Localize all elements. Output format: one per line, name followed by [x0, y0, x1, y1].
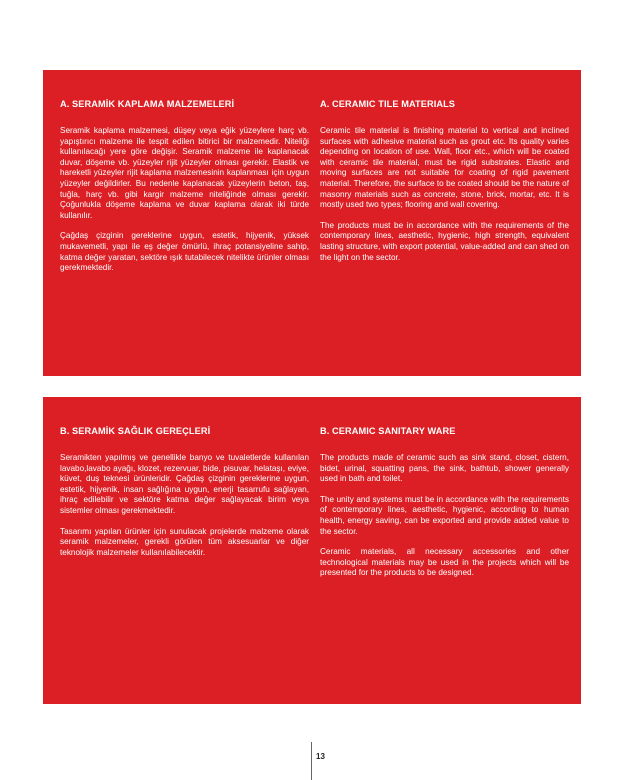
paragraph: Ceramic materials, all necessary accessories and other technological materials may be used in the projects which will be presented for the products to be designed.	[320, 547, 569, 578]
turkish-column	[60, 98, 309, 284]
page-divider	[311, 742, 312, 780]
paragraph: The unity and systems must be in accordance with the requirements of contemporary lines, aesthetic, hygienic, according to human health, energy saving, can be exported and provide added value to the sector.	[320, 494, 569, 536]
section-panel-ceramic-tile	[43, 70, 581, 376]
paragraph: Seramikten yapılmış ve genellikle banyo ve tuvaletlerde kullanılan lavabo,lavabo ayağı, klozet, rezervuar, bide, pisuvar, helataşı, eviye, küvet, duş teknesi ürünleridir. Çağdaş çizginin gereklerine uygun, estetik, hijyenik, insan sağlığına uygun, enerji tasarrufu sağlayan, ihraç edilebilir ve sektöre katma değer sağlayacak birim veya sistemler olması gerekmektedir.	[60, 453, 309, 515]
section-heading: A. SERAMİK KAPLAMA MALZEMELERİ	[60, 99, 235, 109]
page-number: 13	[316, 752, 325, 761]
section-heading: B. CERAMIC SANITARY WARE	[320, 426, 456, 436]
section-heading: A. CERAMIC TILE MATERIALS	[320, 99, 456, 109]
english-column	[320, 98, 569, 273]
paragraph: Seramik kaplama malzemesi, düşey veya eğik yüzeylere harç vb. yapıştırıcı malzeme ile tespit edilen bitirici bir malzemedir. Niteliği kullanılacağı yere göre değişir. Seramik malzeme ile kaplanacak duvar, döşeme vb. yüzeyler rijit yüzeyler olması gerekir. Elastik ve hareketli yüzeyler rijit kaplama malzemesinin kaplanması için uygun yüzeyler değildirler. Bu nedenle kaplanacak yüzeylerin beton, taş, tuğla, harç vb. gibi kargir malzeme niteliğinde olması gerekir. Çoğunlukla döşeme kaplama ve duvar kaplama olarak iki türde kullanılır.	[60, 126, 309, 220]
paragraph: Ceramic tile material is finishing material to vertical and inclined surfaces with adhesive material such as grout etc. Its quality varies depending on location of use. Wall, floor etc., which will be coated with ceramic tile material, must be rigid substrates. Elastic and moving surfaces are not suitable for coating of rigid pavement material. Therefore, the surface to be coated should be the nature of masonry materials such as concrete, stone, brick, mortar, etc. It is mostly used two types; flooring and wall covering.	[320, 126, 569, 210]
paragraph: Tasarımı yapılan ürünler için sunulacak projelerde malzeme olarak seramik malzemeler, gerekli görülen tüm aksesuarlar ve diğer teknolojik malzemeler kullanılabilecektir.	[60, 526, 309, 557]
english-column	[320, 425, 569, 589]
turkish-column	[60, 425, 309, 568]
paragraph: The products must be in accordance with the requirements of the contemporary lines, aesthetic, hygienic, high strength, equivalent lasting structure, with export potential, value-added and can shed on the light on the sector.	[320, 220, 569, 262]
section-heading: B. SERAMİK SAĞLIK GEREÇLERİ	[60, 426, 211, 436]
paragraph: Çağdaş çizginin gereklerine uygun, estetik, hijyenik, yüksek mukavemetli, yapı ile eş değer ömürlü, ihraç potansiyeline sahip, katma değer yaratan, sektöre ışık tutabilecek nitelikte ürünler olması gerekmektedir.	[60, 231, 309, 273]
section-panel-sanitary-ware	[43, 397, 581, 704]
paragraph: The products made of ceramic such as sink stand, closet, cistern, bidet, urinal, squatting pans, the sink, bathtub, shower generally used in bath and toilet.	[320, 453, 569, 484]
